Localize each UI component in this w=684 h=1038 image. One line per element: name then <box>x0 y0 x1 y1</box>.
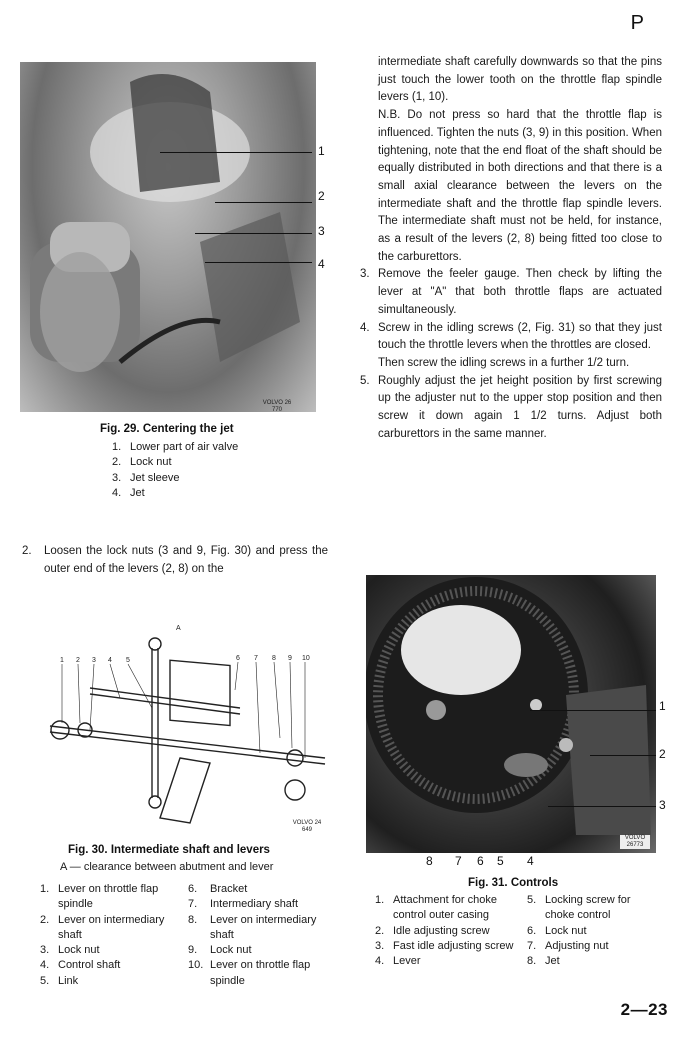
svg-text:1: 1 <box>60 657 64 664</box>
intermediate-shaft-drawing <box>30 618 330 840</box>
fig29-legend-item: 2. Lock nut <box>112 456 172 469</box>
fig29-legend <box>112 440 312 501</box>
svg-text:2: 2 <box>76 657 80 664</box>
fig29-photo <box>20 62 316 412</box>
fig30-legend-item: 9. Lock nut <box>188 944 252 957</box>
fig31-legend-item: 3. Fast idle adjusting screw <box>375 939 514 952</box>
fig31-callout-line-3 <box>548 806 656 807</box>
fig31-photo <box>366 575 656 853</box>
step-5: 5. Roughly adjust the jet height position by first screwing up the adjuster nut to the upper stop position and then screw it down again 1 1/2 turns. Adjust both carburettors in the same manner. <box>360 374 662 440</box>
fig30-title: Fig. 30. Intermediate shaft and levers <box>68 844 270 856</box>
svg-text:10: 10 <box>302 655 310 662</box>
fig30-drawing <box>30 618 330 840</box>
fig31-callout-4: 4 <box>527 854 534 868</box>
nb-paragraph: N.B. Do not press so hard that the throttle flap is influenced. Tighten the nuts (3, 9) in this position. When tightening, note that the end float of the shaft should be equally distributed in both directions and that there is a small axial clearance between the levers on the intermediate shaft and the throttle flap spindle levers. The intermediate shaft must not be held, for instance, as a result of the levers (2, 8) being fitted too close to the carburettors. <box>378 109 662 263</box>
svg-text:5: 5 <box>126 657 130 664</box>
fig31-legend-item: 2. Idle adjusting screw <box>375 924 490 937</box>
fig30-volvo-tag: VOLVO 24 649 <box>292 820 322 833</box>
fig29-callout-3: 3 <box>318 224 325 238</box>
fig31-callout-3: 3 <box>659 798 666 812</box>
right-column-text <box>360 54 662 443</box>
fig31-title: Fig. 31. Controls <box>468 877 559 889</box>
step-4-extra: Then screw the idling screws in a further 1/2 turn. <box>378 356 630 369</box>
fig30-legend-item: 5. Link <box>40 974 79 987</box>
fig31-legend-item: 6. Lock nut <box>527 924 587 937</box>
svg-text:A: A <box>176 625 181 632</box>
fig31-legend-left <box>375 893 521 969</box>
carburettor-photo-illustration <box>20 62 316 412</box>
fig31-callout-line-2 <box>590 755 656 756</box>
fig31-callout-2: 2 <box>659 747 666 761</box>
fig31-callout-1: 1 <box>659 699 666 713</box>
fig29-legend-item: 1. Lower part of air valve <box>112 441 239 453</box>
fig31-callout-line-1 <box>530 710 656 711</box>
fig29-callout-line-4 <box>205 262 312 263</box>
fig31-legend-item: 8. Jet <box>527 955 560 968</box>
step-4: 4. Screw in the idling screws (2, Fig. 31) so that they just touch the throttle levers when the throttles are closed. <box>360 321 662 352</box>
section-letter: P <box>630 12 644 34</box>
svg-text:7: 7 <box>254 655 258 662</box>
fig30-legend-item: 7. Intermediary shaft <box>188 898 299 911</box>
svg-text:6: 6 <box>236 655 240 662</box>
fig30-legend-item: 8. Lever on intermediary shaft <box>188 913 317 941</box>
fig30-legend-item: 4. Control shaft <box>40 959 121 972</box>
page-number: 2—23 <box>620 1000 668 1019</box>
fig29-volvo-tag: VOLVO 26 770 <box>262 400 292 413</box>
fig31-callout-6: 6 <box>477 854 484 868</box>
svg-text:9: 9 <box>288 655 292 662</box>
fig30-legend-item: 2. Lever on intermediary shaft <box>40 913 165 941</box>
step-2: 2. Loosen the lock nuts (3 and 9, Fig. 30) and press the outer end of the levers (2, 8) on the <box>22 545 328 575</box>
fig29-callout-line-1 <box>160 152 312 153</box>
fig31-legend-item: 1. Attachment for choke control outer casing <box>375 894 497 922</box>
fig31-legend-right <box>527 893 657 969</box>
fig31-legend-item: 4. Lever <box>375 955 421 968</box>
fig30-legend-left <box>40 882 190 989</box>
fig31-callout-8: 8 <box>426 854 433 868</box>
fig29-callout-line-3 <box>195 233 312 234</box>
fig29-callout-4: 4 <box>318 257 325 271</box>
svg-text:3: 3 <box>92 657 96 664</box>
fig30-legend-item: 3. Lock nut <box>40 944 100 957</box>
fig30-legend-item: 10. Lever on throttle flap spindle <box>188 959 311 987</box>
fig29-legend-item: 3. Jet sleeve <box>112 471 180 484</box>
fig29-callout-line-2 <box>215 202 312 203</box>
intro-paragraph: intermediate shaft carefully downwards so that the pins just touch the lower tooth on the throttle flap spindle levers (1, 10). <box>378 56 662 104</box>
fig31-callout-5: 5 <box>497 854 504 868</box>
fig29-title: Fig. 29. Centering the jet <box>100 423 234 435</box>
svg-text:4: 4 <box>108 657 112 664</box>
air-filter-photo-illustration <box>366 575 656 853</box>
fig29-callout-2: 2 <box>318 189 325 203</box>
fig30-legend-item: 6. Bracket <box>188 883 248 895</box>
step-3: 3. Remove the feeler gauge. Then check by lifting the lever at "A" that both throttle flaps are actuated simultaneously. <box>360 268 662 316</box>
fig31-legend-item: 5. Locking screw for choke control <box>527 894 631 922</box>
fig31-callout-7: 7 <box>455 854 462 868</box>
fig29-callout-1: 1 <box>318 144 325 158</box>
fig30-subtitle: A — clearance between abutment and lever <box>60 861 274 873</box>
fig31-legend-item: 7. Adjusting nut <box>527 939 609 952</box>
svg-text:8: 8 <box>272 655 276 662</box>
fig30-legend-item: 1. Lever on throttle flap spindle <box>40 883 159 911</box>
fig31-volvo-tag: VOLVO 26773 <box>620 835 650 849</box>
fig29-legend-item: 4. Jet <box>112 486 145 499</box>
fig30-legend-right <box>188 882 338 989</box>
